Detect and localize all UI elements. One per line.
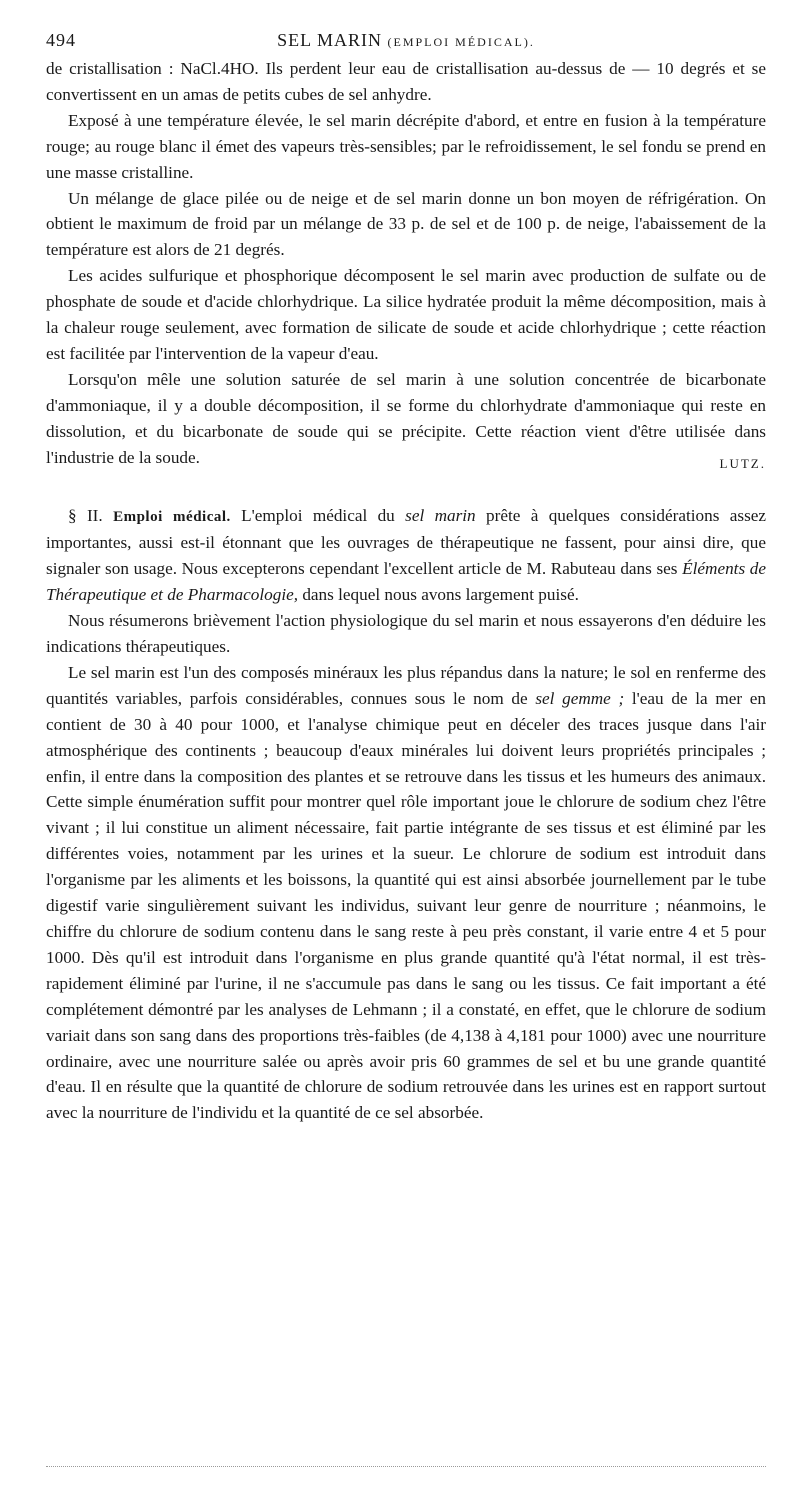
footer-rule [46, 1466, 766, 1467]
paragraph-ammonia [46, 367, 766, 471]
paragraph-block-soude [46, 367, 766, 477]
page-number: 494 [46, 30, 76, 50]
body-text [46, 56, 766, 1126]
paragraph-resume: Nous résumerons brièvement l'action physiologique du sel marin et nous essayerons d'en déduire les indications thérapeutiques. [46, 611, 766, 657]
paragraph-heat: Exposé à une température élevée, le sel marin décrépite d'abord, et entre en fusion à la température rouge; au rouge blanc il émet des vapeurs très-sensibles; par le refroidissement, le sel fondu se prend en une masse cristalline. [46, 110, 766, 182]
document-page [46, 30, 766, 1126]
section-number: § II. [68, 505, 103, 525]
paragraph-nature [46, 660, 766, 1126]
paragraph-nature-text-2: l'eau de la mer en contient de 30 à 40 pour 1000, et l'analyse chimique peut en déceler des traces jusque dans l'air atmosphérique des continents ; beaucoup d'eaux minérales lui doivent leurs propriétés principales ; enfin, il entre dans la composition des plantes et se retrouve dans les tissus et les humeurs des animaux. Cette simple énumération suffit pour montrer quel rôle important joue le chlorure de sodium chez l'être vivant ; il lui constitue un aliment nécessaire, fait partie intégrante de ses tissus et est éliminé par les différentes voies, notamment par les urines et la sueur. Le chlorure de sodium est introduit dans l'organisme par les aliments et les boissons, la quantité qui est ainsi absorbée journellement par le tube digestif varie singulièrement suivant les individus, suivant leur genre de nourriture ; néanmoins, le chiffre du chlorure de sodium contenu dans le sang reste à peu près constant, il varie entre 4 et 5 pour 1000. Dès qu'il est introduit dans l'organisme en plus grande quantité qu'à l'état normal, il est très-rapidement éliminé par l'urine, il ne s'accumule pas dans le sang ou les tissus. Ce fait important a été complétement démontré par les analyses de Lehmann ; il a constaté, en effet, que le chlorure de sodium variait dans son sang dans des proportions très-faibles (de 4,138 à 4,181 pour 1000) avec une nourriture ordinaire, avec une nourriture salée ou après avoir pris 60 grammes de sel et bu une grande quantité d'eau. Il en résulte que la quantité de chlorure de sodium retrouvée dans les urines est en rapport surtout avec la nourriture de l'individu et la quantité de ce sel absorbée. [46, 688, 766, 1123]
running-head [46, 30, 766, 56]
paragraph-nature-italic: sel gemme ; [535, 688, 625, 708]
paragraph-acids: Les acides sulfurique et phosphorique décomposent le sel marin avec production de sulfate ou de phosphate de soude et d'acide chlorhydrique. La silice hydratée produit la même décomposition, mais à la chaleur rouge seulement, avec formation de silicate de soude et acide chlorhydrique ; cette réaction est facilitée par l'intervention de la vapeur d'eau. [46, 266, 766, 363]
section-intro-italic: sel marin [405, 505, 476, 525]
author-signature: LUTZ. [719, 455, 766, 471]
paragraph-ammonia-text: Lorsqu'on mêle une solution saturée de sel marin à une solution concentrée de bicarbonate d'ammoniaque, il y a double décomposition, il se forme du chlorhydrate d'ammoniaque qui reste en dissolution, et du bicarbonate de soude qui se précipite. Cette réaction vient d'être utilisée dans l'industrie de la soude. [46, 369, 766, 467]
running-title-main: SEL MARIN [277, 30, 382, 50]
paragraph-refrigeration: Un mélange de glace pilée ou de neige et de sel marin donne un bon moyen de réfrigération. On obtient le maximum de froid par un mélange de 33 p. de sel et de 100 p. de neige, l'abaissement de la température est alors de 21 degrés. [46, 188, 766, 260]
section-intro-text-3: dans lequel nous avons largement puisé. [302, 585, 579, 605]
paragraph-nature-text-1: Le sel marin est l'un des composés minéraux les plus répandus dans la nature; le sol en renferme des quantités variables, parfois considérables, connues sous le nom de [46, 662, 766, 708]
section-intro-text-2: prête à quelques considérations assez importantes, aussi est-il étonnant que les ouvrages de thérapeutique ne fassent, pour ainsi dire, que signaler son usage. Nous excepterons cependant l'excellent article de M. Rabuteau dans ses [46, 505, 767, 579]
paragraph-crystallisation: de cristallisation : NaCl.4HO. Ils perdent leur eau de cristallisation au-dessus de — 10 degrés et se convertissent en un amas de petits cubes de sel anhydre. [46, 59, 766, 104]
section-heading: Emploi médical. [113, 508, 231, 525]
running-title-sub: (EMPLOI MÉDICAL). [387, 35, 535, 49]
book-title: Éléments de Thérapeutique et de Pharmacologie, [46, 559, 766, 605]
section-intro-paragraph [46, 503, 766, 609]
running-title [106, 30, 706, 51]
section-intro-text-1: L'emploi médical du [241, 505, 395, 525]
section-gap [46, 477, 766, 503]
